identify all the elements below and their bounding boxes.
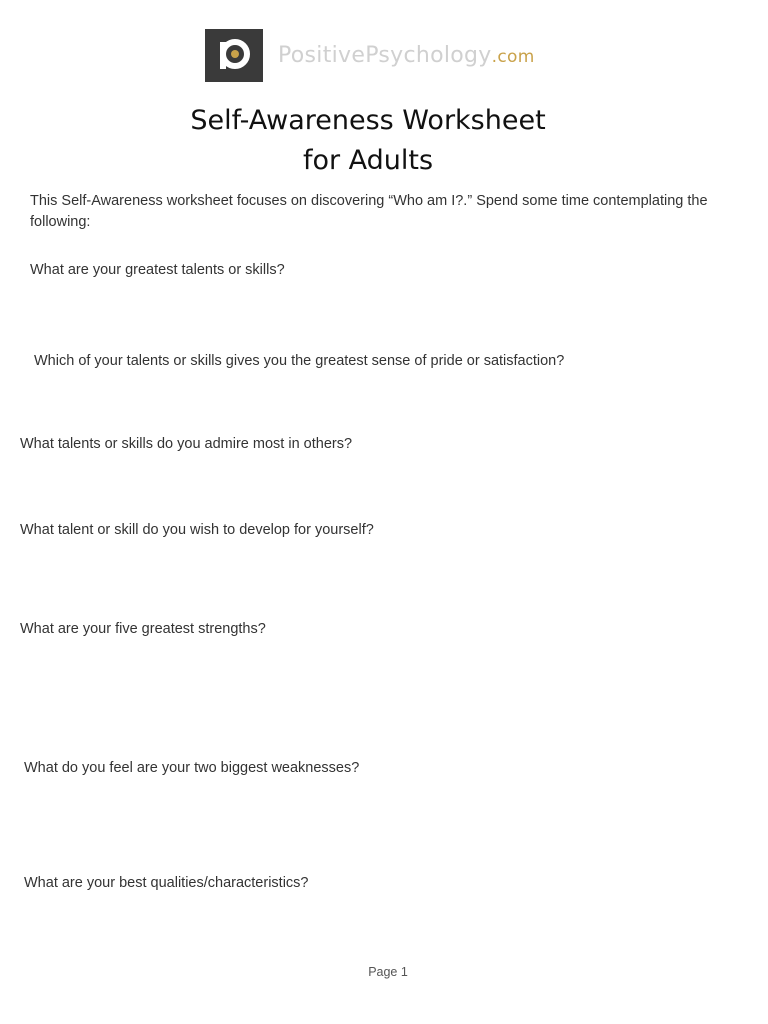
question-2: Which of your talents or skills gives you the greatest sense of pride or satisfaction? bbox=[34, 353, 565, 369]
brand-name bbox=[278, 43, 535, 68]
title-line-1: Self-Awareness Worksheet bbox=[190, 105, 546, 136]
brand-name-main: PositivePsychology bbox=[278, 43, 492, 68]
question-6: What do you feel are your two biggest weaknesses? bbox=[24, 760, 360, 776]
question-3: What talents or skills do you admire most in others? bbox=[20, 436, 353, 452]
positive-psychology-logo-icon bbox=[205, 29, 263, 82]
page-number: Page 1 bbox=[368, 965, 408, 979]
question-4: What talent or skill do you wish to develop for yourself? bbox=[20, 522, 374, 538]
page-title bbox=[0, 101, 736, 181]
title-line-2: for Adults bbox=[302, 145, 434, 176]
brand-logo bbox=[205, 29, 535, 82]
question-5: What are your five greatest strengths? bbox=[20, 621, 266, 637]
question-7: What are your best qualities/characteristics? bbox=[24, 875, 309, 891]
intro-paragraph: This Self-Awareness worksheet focuses on discovering “Who am I?.” Spend some time contemplating the following: bbox=[30, 193, 708, 230]
question-1: What are your greatest talents or skills? bbox=[30, 262, 285, 278]
brand-name-tld: .com bbox=[491, 47, 535, 67]
